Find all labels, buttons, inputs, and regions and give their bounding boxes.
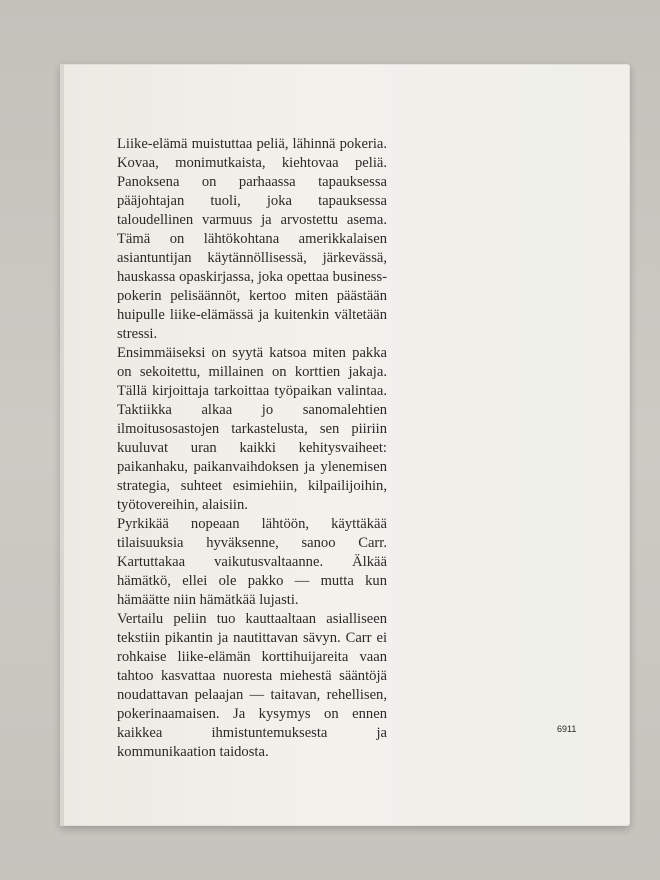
book-spine-edge xyxy=(60,64,64,826)
blurb-paragraph-3: Pyrkikää nopeaan lähtöön, käyttäkää tilaisuuksia hyväksenne, sanoo Carr. Kartuttakaa vaikutusvaltaanne. Älkää hämätkö, ellei ole pakko — mutta kun hämäätte niin hämätkää lujasti. xyxy=(117,516,387,608)
back-cover-blurb xyxy=(117,135,387,762)
product-code: 6911 xyxy=(557,724,577,734)
blurb-paragraph-4: Vertailu peliin tuo kauttaaltaan asialliseen tekstiin pikantin ja nautittavan sävyn. Carr ei rohkaise liike-elämän korttihuijareita vaan tahtoo kasvattaa nuoresta miehestä sääntöjä noudattavan pelaajan — taitavan, rehellisen, pokerinaamaisen. Ja kysymys on ennen kaikkea ihmistuntemuksesta ja kommunikaation taidosta. xyxy=(117,611,387,760)
blurb-paragraph-1: Liike-elämä muistuttaa peliä, lähinnä pokeria. Kovaa, monimutkaista, kiehtovaa peliä. Panoksena on parhaassa tapauksessa pääjohtajan tuoli, joka tapauksessa taloudellinen varmuus ja arvostettu asema. Tämä on lähtökohtana amerikkalaisen asiantuntijan käytännöllisessä, järkevässä, hauskassa opaskirjassa, joka opettaa business-pokerin pelisäännöt, kertoo miten päästään huipulle liike-elämässä ja kuitenkin vältetään stressi. xyxy=(117,136,387,342)
blurb-paragraph-2: Ensimmäiseksi on syytä katsoa miten pakka on sekoitettu, millainen on korttien jakaja. Tällä kirjoittaja tarkoittaa työpaikan valintaa. Taktiikka alkaa jo sanomalehtien ilmoitusosastojen tarkastelusta, sen piiriin kuuluvat uran kaikki kehitysvaiheet: paikanhaku, paikanvaihdoksen ja ylenemisen strategia, suhteet esimiehiin, kilpailijoihin, työtovereihin, alaisiin. xyxy=(117,345,387,513)
